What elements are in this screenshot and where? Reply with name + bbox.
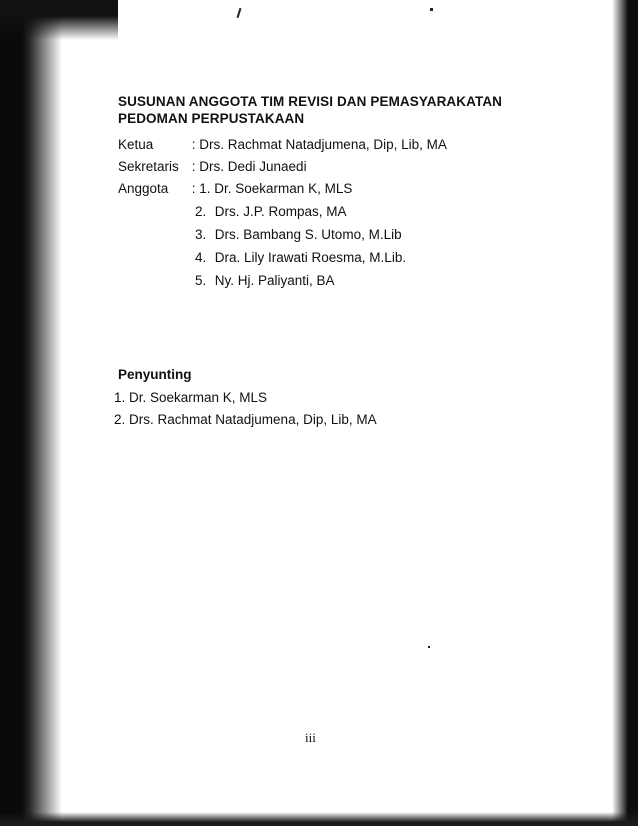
editors-heading: Penyunting xyxy=(118,367,192,382)
role-row-anggota xyxy=(118,180,352,197)
role-value: : Drs. Dedi Junaedi xyxy=(191,159,307,174)
scan-speck xyxy=(428,646,430,648)
scan-speck xyxy=(237,8,242,18)
member-name: Ny. Hj. Paliyanti, BA xyxy=(214,273,335,288)
scan-shadow-left xyxy=(0,0,62,826)
member-item xyxy=(195,203,347,220)
role-label: Ketua xyxy=(118,137,154,152)
member-name: Dra. Lily Irawati Roesma, M.Lib. xyxy=(214,250,407,265)
editor-item: 2. Drs. Rachmat Natadjumena, Dip, Lib, MA xyxy=(114,412,377,427)
role-row-ketua xyxy=(118,136,447,153)
role-value: : Drs. Rachmat Natadjumena, Dip, Lib, MA xyxy=(191,137,447,152)
member-number: 5. xyxy=(195,273,207,288)
document-title xyxy=(118,93,518,127)
member-item xyxy=(195,272,335,289)
role-value: : 1. Dr. Soekarman K, MLS xyxy=(191,181,353,196)
member-number: 3. xyxy=(195,227,207,242)
member-number: 4. xyxy=(195,250,207,265)
title-line-1: SUSUNAN ANGGOTA TIM REVISI DAN PEMASYARAKATAN xyxy=(118,94,503,109)
scan-shadow-bottom xyxy=(0,812,638,826)
scan-shadow-top xyxy=(0,0,118,40)
member-item xyxy=(195,249,406,266)
scan-speck xyxy=(430,8,433,11)
role-row-sekretaris xyxy=(118,158,307,175)
member-number: 2. xyxy=(195,204,207,219)
member-item xyxy=(195,226,402,243)
scan-shadow-right xyxy=(612,0,638,826)
title-line-2: PEDOMAN PERPUSTAKAAN xyxy=(118,111,305,126)
role-label: Anggota xyxy=(118,181,169,196)
page-number: iii xyxy=(305,730,316,745)
member-name: Drs. Bambang S. Utomo, M.Lib xyxy=(214,227,402,242)
editor-item: 1. Dr. Soekarman K, MLS xyxy=(114,390,268,405)
member-name: Drs. J.P. Rompas, MA xyxy=(214,204,347,219)
role-label: Sekretaris xyxy=(118,159,179,174)
